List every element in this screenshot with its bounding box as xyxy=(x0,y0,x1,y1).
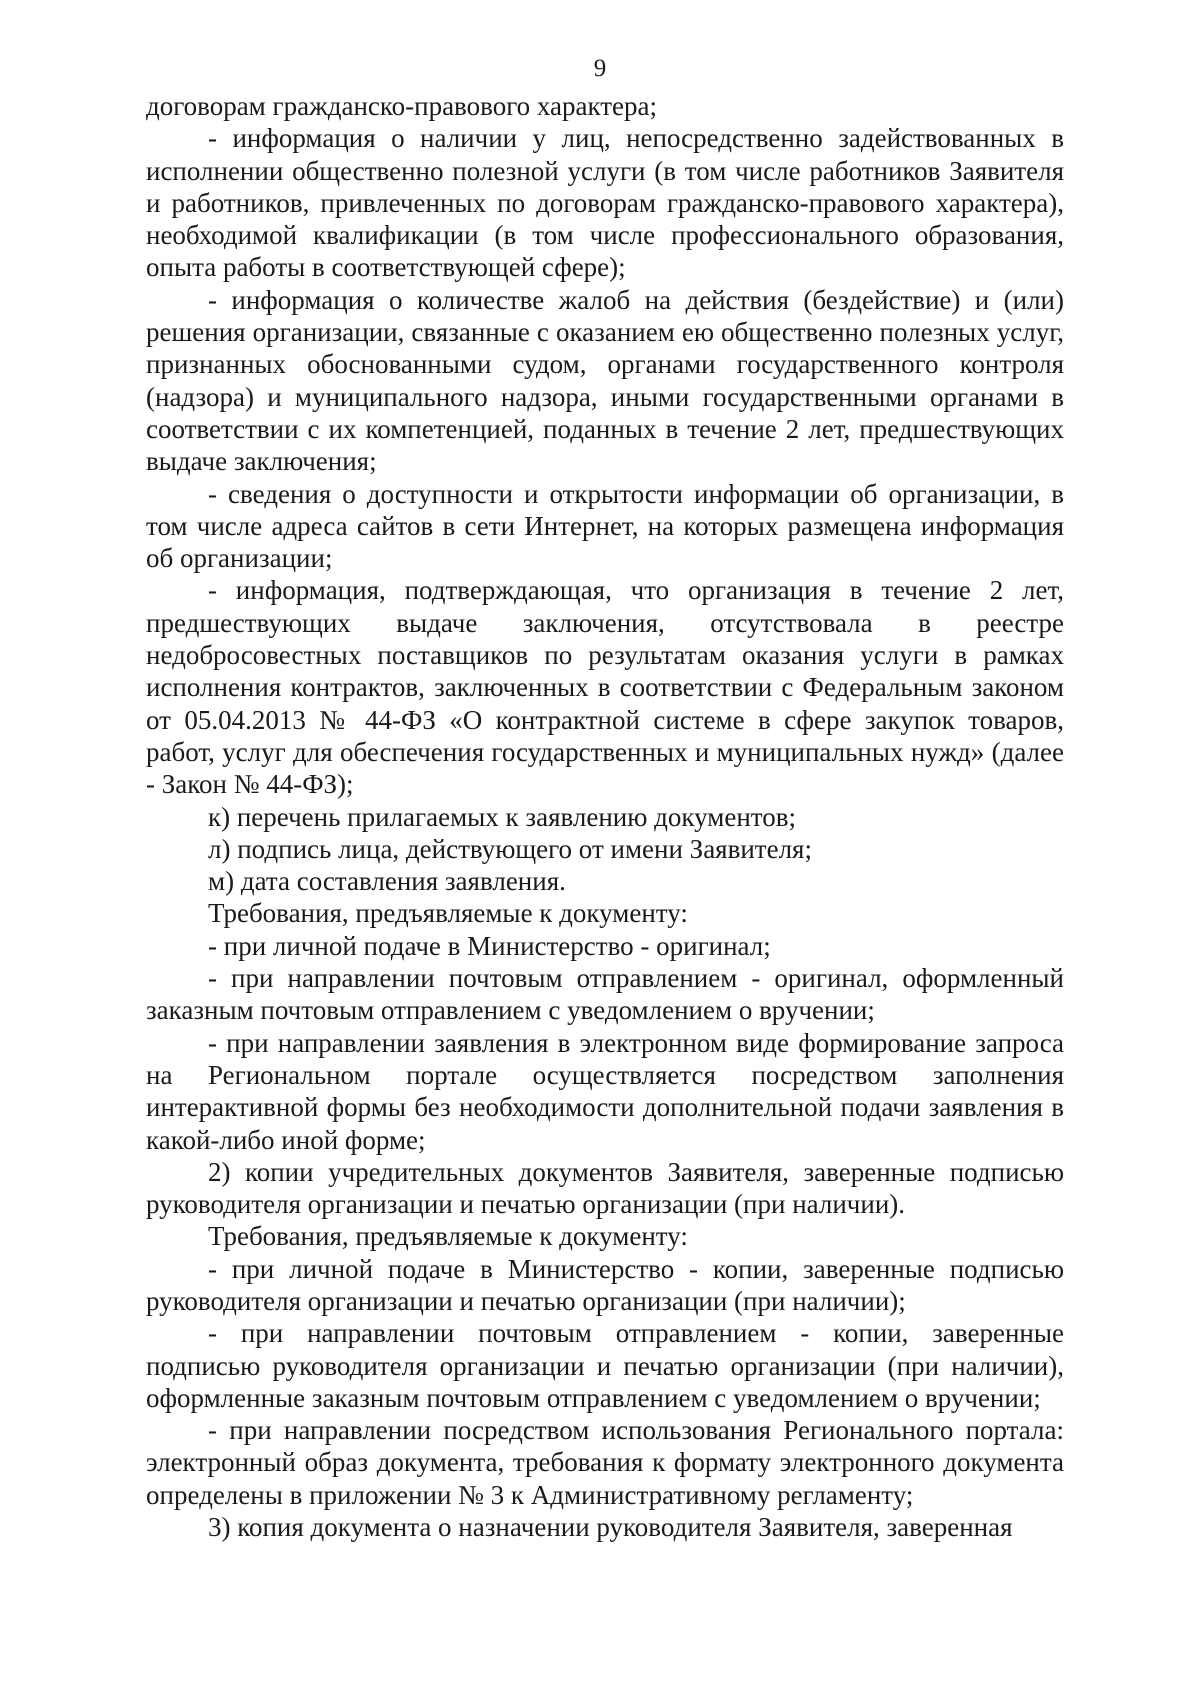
paragraph: - при направлении заявления в электронном виде формирование запроса на Региональном портале осуществляется посредством заполнения интерактивной формы без необходимости дополнительной подачи заявления в какой-либо иной форме; xyxy=(146,1027,1064,1155)
paragraph: - при личной подаче в Министерство - копии, заверенные подписью руководителя организации и печатью организации (при наличии); xyxy=(146,1253,1064,1316)
paragraph: - сведения о доступности и открытости информации об организации, в том числе адреса сайтов в сети Интернет, на которых размещена информация об организации; xyxy=(146,478,1064,574)
paragraph: Требования, предъявляемые к документу: xyxy=(208,1221,688,1252)
paragraph: 3) копия документа о назначении руководителя Заявителя, заверенная xyxy=(208,1512,1013,1543)
paragraph: к) перечень прилагаемых к заявлению документов; xyxy=(208,801,796,832)
document-body xyxy=(146,90,1064,1543)
paragraph: - при направлении почтовым отправлением - копии, заверенные подписью руководителя организации и печатью организации (при наличии), оформленные заказным почтовым отправлением с уведомлением о вручении; xyxy=(146,1318,1064,1413)
paragraph: - при личной подаче в Министерство - оригинал; xyxy=(208,930,771,961)
paragraph: - при направлении почтовым отправлением - оригинал, оформленный заказным почтовым отправлением с уведомлением о вручении; xyxy=(146,963,1064,1026)
paragraph: - информация о количестве жалоб на действия (бездействие) и (или) решения организации, связанные с оказанием ею общественно полезных услуг, признанных обоснованными судом, органами государственного контроля (надзора) и муниципального надзора, иными государственными органами в соответствии с их компетенцией, поданных в течение 2 лет, предшествующих выдаче заключения; xyxy=(146,284,1064,477)
paragraph: договорам гражданско-правового характера; xyxy=(146,91,657,121)
paragraph: - информация, подтверждающая, что организация в течение 2 лет, предшествующих выдаче заключения, отсутствовала в реестре недобросовестных поставщиков по результатам оказания услуги в рамках исполнения контрактов, заключенных в соответствии с Федеральным законом от 05.04.2013 № 44-ФЗ «О контрактной системе в сфере закупок товаров, работ, услуг для обеспечения государственных и муниципальных нужд» (далее - Закон № 44-ФЗ); xyxy=(146,575,1064,800)
paragraph: Требования, предъявляемые к документу: xyxy=(208,898,688,929)
paragraph: - при направлении посредством использования Регионального портала: электронный образ документа, требования к формату электронного документа определены в приложении № 3 к Административному регламенту; xyxy=(146,1415,1064,1510)
page-number: 9 xyxy=(593,55,607,82)
paragraph: 2) копии учредительных документов Заявителя, заверенные подписью руководителя организации и печатью организации (при наличии). xyxy=(146,1156,1064,1220)
paragraph: л) подпись лица, действующего от имени Заявителя; xyxy=(208,833,812,864)
paragraph: м) дата составления заявления. xyxy=(208,866,566,897)
paragraph: - информация о наличии у лиц, непосредственно задействованных в исполнении общественно полезной услуги (в том числе работников Заявителя и работников, привлеченных по договорам гражданско-правового характера), необходимой квалификации (в том числе профессионального образования, опыта работы в соответствующей сфере); xyxy=(146,123,1064,283)
